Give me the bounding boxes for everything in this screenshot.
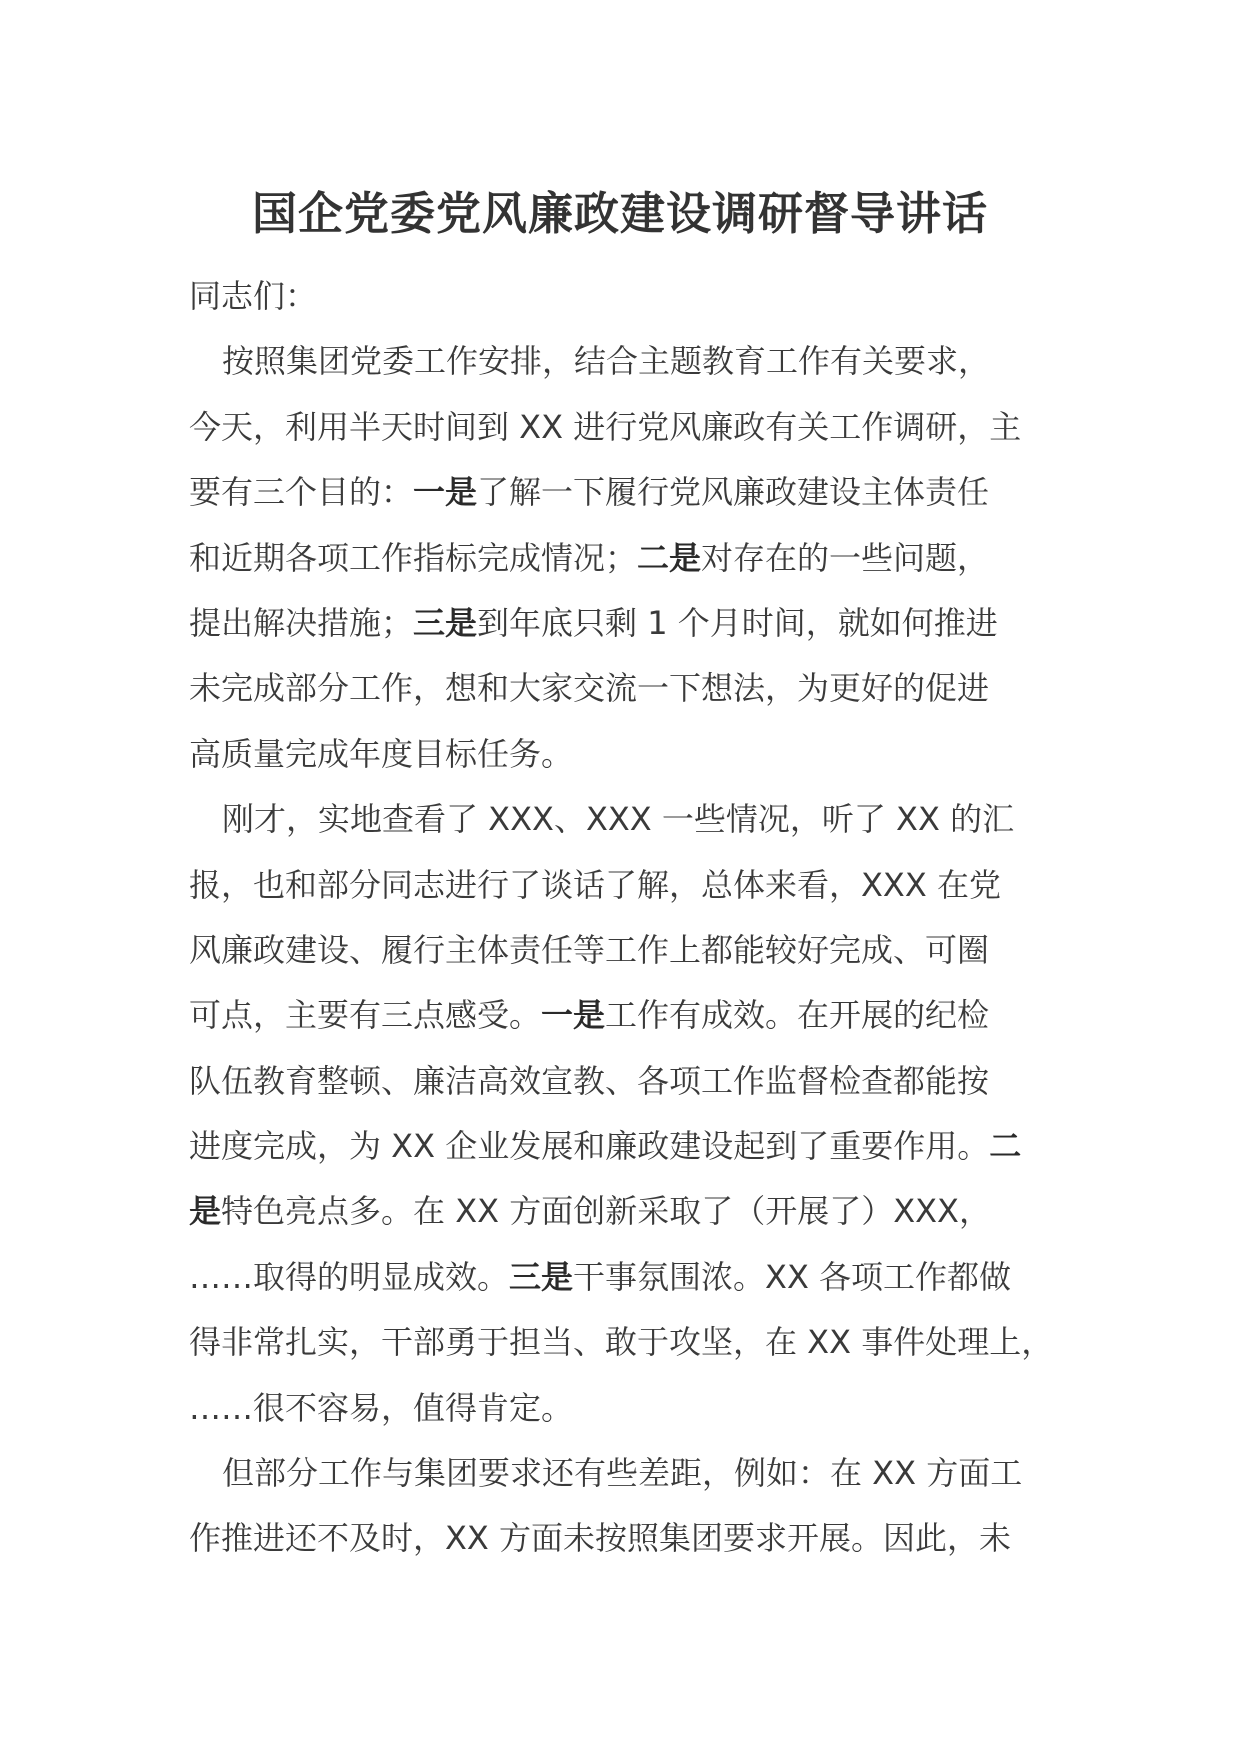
text-segment: 按照集团党委工作安排，结合主题教育工作有关要求，	[222, 342, 991, 381]
text-segment: 同志们：	[189, 277, 318, 315]
text-line	[189, 1376, 1089, 1441]
text-segment: 可点，主要有三点感受。	[189, 996, 542, 1035]
bold-keyword: 一是	[413, 473, 478, 512]
text-line	[189, 1441, 1089, 1506]
text-line	[189, 1506, 1089, 1571]
text-segment: 得非常扎实，干部勇于担当、敢于攻坚，在 XX 事件处理上，	[189, 1323, 1054, 1362]
text-segment: 和近期各项工作指标完成情况；	[189, 538, 638, 577]
text-segment: 刚才，实地查看了 XXX、XXX 一些情况，听了 XX 的汇	[222, 800, 1015, 839]
text-segment: 队伍教育整顿、廉洁高效宣教、各项工作监督检查都能按	[189, 1061, 990, 1100]
text-line	[189, 460, 1089, 525]
bold-keyword: 一是	[541, 996, 606, 1035]
text-line	[189, 395, 1089, 460]
text-segment: 进度完成，为 XX 企业发展和廉政建设起到了重要作用。	[189, 1127, 990, 1166]
bold-keyword: 是	[189, 1192, 222, 1231]
text-line	[189, 1114, 1089, 1179]
text-segment: 干事氛围浓。XX 各项工作都做	[573, 1257, 1012, 1296]
text-line	[189, 1179, 1089, 1244]
text-segment: 风廉政建设、履行主体责任等工作上都能较好完成、可圈	[189, 930, 990, 969]
text-segment: 作推进还不及时，XX 方面未按照集团要求开展。因此，未	[189, 1519, 1012, 1558]
text-segment: ……很不容易，值得肯定。	[189, 1388, 574, 1427]
text-segment: 但部分工作与集团要求还有些差距，例如：在 XX 方面工	[222, 1454, 1023, 1493]
text-segment: 对存在的一些问题，	[701, 538, 990, 577]
text-line	[189, 1310, 1089, 1375]
text-line	[189, 591, 1089, 656]
bold-keyword: 二	[989, 1127, 1022, 1166]
document-title: 国企党委党风廉政建设调研督导讲话	[251, 187, 988, 240]
text-line	[189, 1245, 1089, 1310]
document-body	[189, 264, 1089, 1572]
text-line	[189, 526, 1089, 591]
text-line	[189, 329, 1089, 394]
bold-keyword: 三是	[509, 1257, 574, 1296]
text-segment: ……取得的明显成效。	[189, 1257, 510, 1296]
text-line	[189, 853, 1089, 918]
text-line	[189, 918, 1089, 983]
text-segment: 到年底只剩 1 个月时间，就如何推进	[477, 603, 998, 642]
text-segment: 了解一下履行党风廉政建设主体责任	[477, 473, 990, 512]
text-line	[189, 722, 1089, 787]
text-segment: 报，也和部分同志进行了谈话了解，总体来看，XXX 在党	[189, 865, 1001, 904]
text-segment: 提出解决措施；	[189, 603, 414, 642]
text-line	[189, 983, 1089, 1048]
text-segment: 未完成部分工作，想和大家交流一下想法，为更好的促进	[189, 669, 990, 708]
text-segment: 今天，利用半天时间到 XX 进行党风廉政有关工作调研，主	[189, 407, 1022, 446]
text-segment: 要有三个目的：	[189, 473, 414, 512]
text-line	[189, 656, 1089, 721]
text-line	[189, 1049, 1089, 1114]
bold-keyword: 三是	[413, 603, 478, 642]
text-segment: 特色亮点多。在 XX 方面创新采取了（开展了）XXX，	[221, 1192, 991, 1231]
text-line	[189, 264, 1089, 329]
bold-keyword: 二是	[637, 538, 702, 577]
text-segment: 高质量完成年度目标任务。	[189, 734, 574, 773]
text-segment: 工作有成效。在开展的纪检	[605, 996, 990, 1035]
text-line	[189, 787, 1089, 852]
